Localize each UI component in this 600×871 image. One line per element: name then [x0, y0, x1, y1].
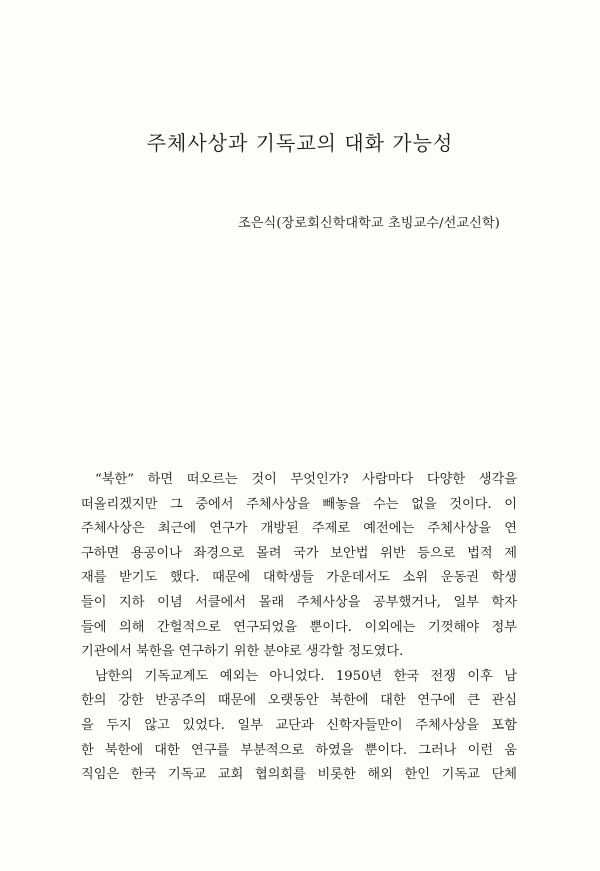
body-line: 한 북한에 대한 연구를 부분적으로 하였을 뿐이다. 그러나 이런 움: [81, 742, 517, 758]
body-line: 남한의 기독교계도 예외는 아니었다. 1950년 한국 전쟁 이후 남: [95, 668, 517, 684]
body-line: 을 두지 않고 있었다. 일부 교단과 신학자들만이 주체사상을 포함: [81, 717, 517, 733]
body-line: 주체사상은 최근에 연구가 개방된 주제로 예전에는 주체사상을 연: [81, 521, 517, 537]
body-line: 기관에서 북한을 연구하기 위한 분야로 생각할 정도였다.: [81, 644, 404, 660]
body-line: 들이 지하 이념 서클에서 몰래 주체사상을 공부했거나, 일부 학자: [81, 594, 517, 610]
body-line: “북한” 하면 떠오르는 것이 무엇인가? 사람마다 다양한 생각을: [95, 472, 517, 487]
body-line: 직임은 한국 기독교 교회 협의회를 비롯한 해외 한인 기독교 단체: [81, 767, 517, 783]
article-body: [81, 468, 517, 788]
body-line: 한의 강한 반공주의 때문에 오랫동안 북한에 대한 연구에 큰 관심: [81, 693, 517, 709]
article-title: 주체사상과 기독교의 대화 가능성: [146, 131, 454, 155]
body-line: 재를 받기도 했다. 때문에 대학생들 가운데서도 소위 운동권 학생: [81, 570, 517, 586]
body-line: 떠올리겠지만 그 중에서 주체사상을 빼놓을 수는 없을 것이다. 이: [81, 496, 517, 512]
body-line: 들에 의해 간헐적으로 연구되었을 뿐이다. 이외에는 기껏해야 정부: [81, 619, 517, 635]
body-line: 구하면 용공이나 좌경으로 몰려 국가 보안법 위반 등으로 법적 제: [81, 545, 517, 561]
author-line: 조은식(장로회신학대학교 초빙교수/선교신학): [238, 216, 500, 231]
